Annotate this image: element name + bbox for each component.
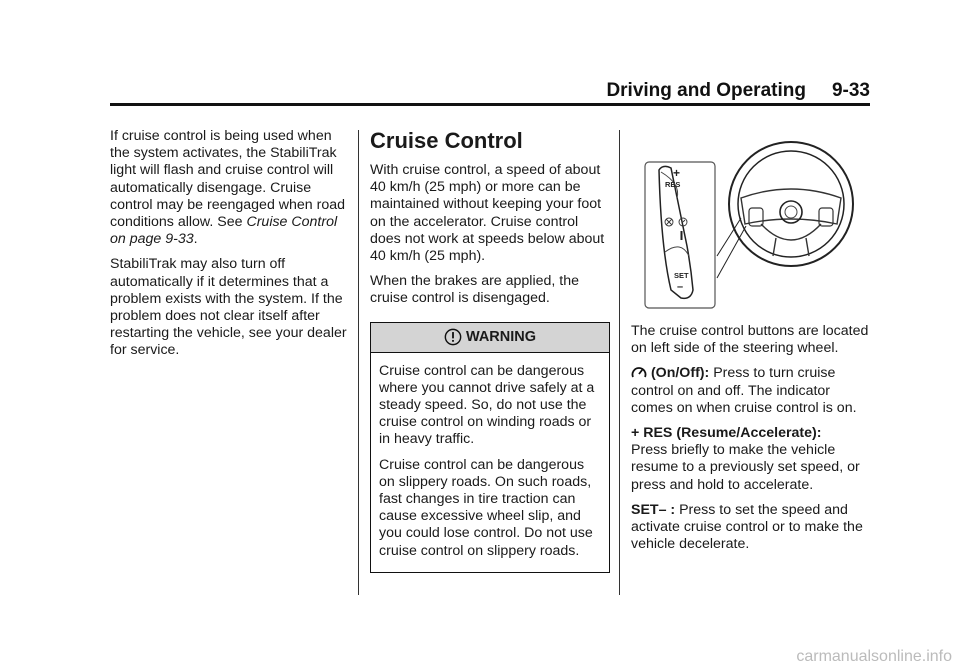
set-paragraph: SET– : Press to set the speed and activate cruise control or to make the vehicle decelerate. (631, 501, 863, 553)
column-middle (370, 128, 610, 573)
steering-wheel-illustration (631, 128, 871, 313)
warning-icon (444, 328, 462, 346)
watermark: carmanualsonline.info (796, 648, 952, 665)
warning-header (371, 323, 609, 353)
column-divider-2 (619, 130, 620, 595)
cruise-intro-paragraph: With cruise control, a speed of about 40 km/h (25 mph) or more can be maintained without keeping your foot on the accelerator. Cruise control does not work at speeds below about 40 km/h (25 mph). (370, 162, 605, 265)
cruise-control-icon (631, 365, 647, 379)
warning-paragraph-1: Cruise control can be dangerous where you cannot drive safely at a steady speed. So, do not use the cruise control on winding roads or in heavy traffic. (379, 362, 595, 448)
stabilitrak-paragraph-1: If cruise control is being used when the system activates, the StabiliTrak light will flash and cruise control will automatically disengage. Cruise control may be reengaged when road conditions allow. See Cruise Control on page 9-33. (110, 128, 346, 248)
page-header (110, 80, 870, 104)
header-rule (110, 103, 870, 106)
stabilitrak-paragraph-2: StabiliTrak may also turn off automatically if it determines that a problem exists with the system. If the problem does not clear itself after restarting the vehicle, see your dealer for service. (110, 256, 347, 359)
warning-body (371, 353, 609, 572)
resume-paragraph: + RES (Resume/Accelerate): Press briefly to make the vehicle resume to a previously set speed, or press and hold to accelerate. (631, 425, 860, 493)
warning-paragraph-2: Cruise control can be dangerous on slippery roads. On such roads, fast changes in tire traction can cause excessive wheel slip, and you could lose control. Do not use cruise control on slippery roads. (379, 456, 593, 559)
warning-title: WARNING (465, 328, 537, 345)
warning-box (370, 322, 610, 573)
onoff-paragraph: (On/Off): Press to turn cruise control on and off. The indicator comes on when cruise control is on. (631, 365, 857, 416)
buttons-location-paragraph: The cruise control buttons are located on left side of the steering wheel. (631, 323, 869, 357)
page-number: 9-33 (831, 80, 870, 101)
cruise-brakes-paragraph: When the brakes are applied, the cruise control is disengaged. (370, 273, 580, 307)
plus-label: + (673, 166, 681, 180)
section-title: Driving and Operating (606, 80, 806, 101)
section-heading: Cruise Control (370, 128, 523, 153)
steering-wheel-figure (631, 128, 871, 313)
res-label: RES (665, 180, 681, 189)
column-divider-1 (358, 130, 359, 595)
column-left (110, 128, 350, 368)
set-label: SET (674, 271, 689, 280)
column-right (631, 128, 871, 561)
cross-reference-link[interactable]: Cruise Control on page 9-33 (110, 214, 338, 248)
minus-label: – (677, 281, 684, 293)
